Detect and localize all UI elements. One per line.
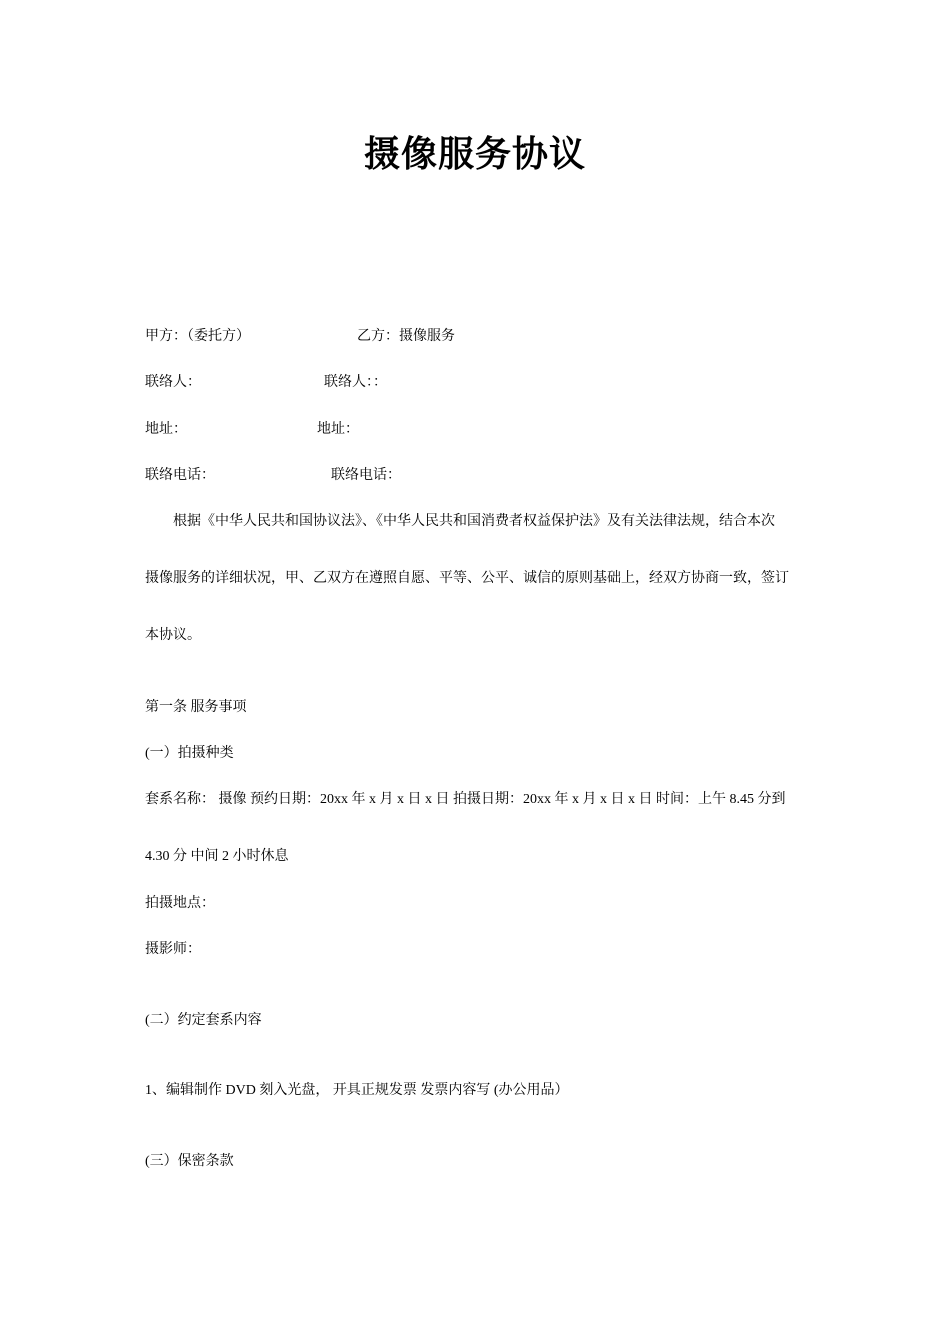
party-a-label: 甲方：（委托方） [145,329,250,344]
address-row [145,421,359,439]
photographer-label: 摄影师： [145,942,201,957]
package-item-1: 1、编辑制作 DVD 刻入光盘， 开具正规发票 发票内容写 (办公用品） [145,1083,569,1098]
address-b-label: 地址： [317,422,359,437]
preamble-line-3: 本协议。 [145,628,201,643]
document-title: 摄像服务协议 [363,134,586,175]
article1-heading: 第一条 服务事项 [145,700,247,715]
contact-a-label: 联络人： [145,375,201,390]
contact-b-label: 联络人：： [324,375,387,390]
preamble-line-1: 根据《中华人民共和国协议法》、《中华人民共和国消费者权益保护法》及有关法律法规，结合本次 [173,514,775,529]
package-line-1: 套系名称： 摄像 预约日期：20xx 年 x 月 x 日 x 日 拍摄日期：20xx 年 x 月 x 日 x 日 时间：上午 8.45 分到 [145,792,786,807]
parties-row [145,328,455,346]
party-b-label: 乙方：摄像服务 [357,329,455,344]
article1-sub1: (一）拍摄种类 [145,746,234,761]
phone-a-label: 联络电话： [145,468,215,483]
address-a-label: 地址： [145,422,187,437]
package-line-2: 4.30 分 中间 2 小时休息 [145,849,289,864]
contact-row [145,374,387,392]
location-label: 拍摄地点： [145,896,215,911]
preamble-line-2: 摄像服务的详细状况，甲、乙双方在遵照自愿、平等、公平、诚信的原则基础上，经双方协商一致，签订 [145,571,789,586]
article1-sub3: (三）保密条款 [145,1154,234,1169]
article1-sub2: (二）约定套系内容 [145,1013,262,1028]
phone-b-label: 联络电话： [331,468,401,483]
phone-row [145,467,401,485]
